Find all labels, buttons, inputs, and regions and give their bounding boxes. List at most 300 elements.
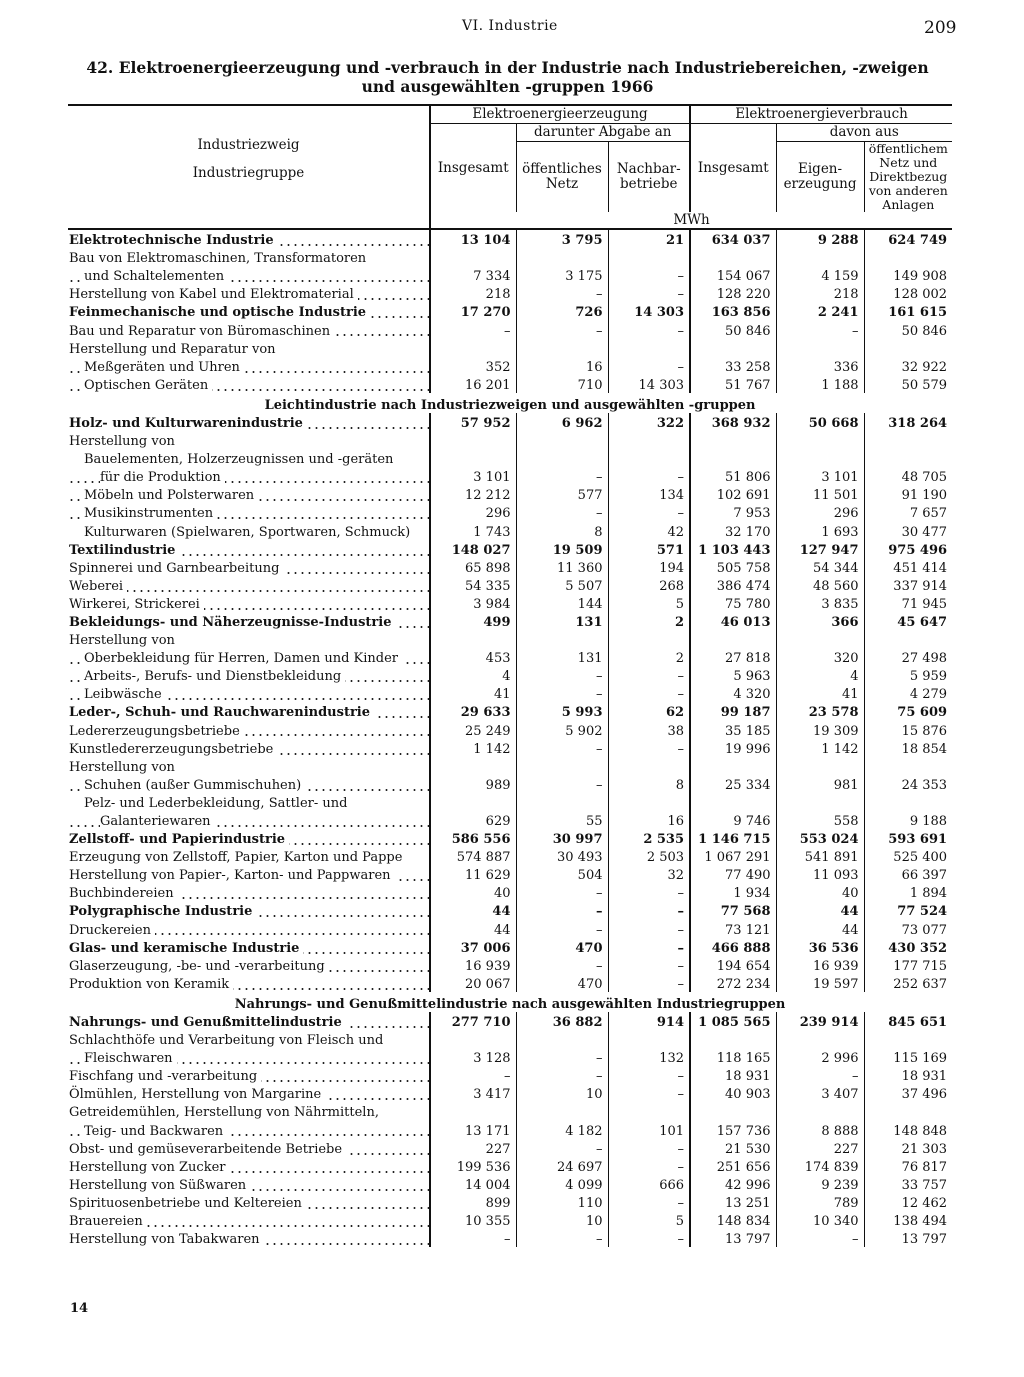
value-cell: 33 757 bbox=[864, 1175, 952, 1193]
value-cell: 586 556 bbox=[430, 829, 516, 847]
value-cell: – bbox=[608, 901, 690, 919]
value-cell: 571 bbox=[608, 540, 690, 558]
table-row bbox=[68, 1193, 952, 1211]
value-cell: 5 902 bbox=[516, 720, 608, 738]
value-cell: 14 004 bbox=[430, 1175, 516, 1193]
table-row bbox=[68, 648, 952, 666]
row-label bbox=[68, 1048, 430, 1066]
value-cell: 194 bbox=[608, 558, 690, 576]
row-label-text: Glas- und keramische Industrie bbox=[69, 941, 303, 956]
value-cell: 54 344 bbox=[776, 558, 864, 576]
value-cell: 30 493 bbox=[516, 847, 608, 865]
value-cell bbox=[690, 431, 776, 449]
value-cell: – bbox=[776, 1066, 864, 1084]
value-cell: 624 749 bbox=[864, 229, 952, 248]
row-label-text: Buchbindereien bbox=[69, 886, 178, 901]
table-row bbox=[68, 229, 952, 248]
value-cell bbox=[690, 630, 776, 648]
row-label bbox=[68, 1175, 430, 1193]
value-cell: – bbox=[608, 956, 690, 974]
value-cell bbox=[776, 757, 864, 775]
table-row bbox=[68, 521, 952, 539]
value-cell: 16 bbox=[608, 811, 690, 829]
value-cell bbox=[776, 339, 864, 357]
erzeugung-header: Elektroenergieerzeugung bbox=[430, 105, 690, 124]
value-cell: – bbox=[608, 1229, 690, 1247]
page-number: 209 bbox=[924, 18, 957, 38]
value-cell: 789 bbox=[776, 1193, 864, 1211]
value-cell bbox=[690, 793, 776, 811]
row-label-text: Kulturwaren (Spielwaren, Sportwaren, Schmuck) bbox=[84, 525, 414, 540]
value-cell bbox=[776, 1030, 864, 1048]
value-cell: 21 530 bbox=[690, 1139, 776, 1157]
value-cell bbox=[864, 449, 952, 467]
value-cell: 29 633 bbox=[430, 702, 516, 720]
value-cell: 277 710 bbox=[430, 1012, 516, 1030]
value-cell: 10 340 bbox=[776, 1211, 864, 1229]
value-cell: 14 303 bbox=[608, 302, 690, 320]
row-label-text: Herstellung von bbox=[69, 760, 179, 775]
value-cell: 23 578 bbox=[776, 702, 864, 720]
value-cell: 3 128 bbox=[430, 1048, 516, 1066]
value-cell bbox=[776, 248, 864, 266]
section-title: VI. Industrie bbox=[462, 18, 558, 34]
value-cell: 46 013 bbox=[690, 612, 776, 630]
value-cell: 466 888 bbox=[690, 938, 776, 956]
value-cell: 19 597 bbox=[776, 974, 864, 992]
value-cell: 1 103 443 bbox=[690, 540, 776, 558]
value-cell bbox=[516, 248, 608, 266]
value-cell: 32 bbox=[608, 865, 690, 883]
verbrauch-header: Elektroenergieverbrauch bbox=[690, 105, 952, 124]
row-label bbox=[68, 919, 430, 937]
value-cell: 50 846 bbox=[864, 320, 952, 338]
value-cell: 21 bbox=[608, 229, 690, 248]
table-row bbox=[68, 684, 952, 702]
value-cell bbox=[864, 1102, 952, 1120]
table-row bbox=[68, 1030, 952, 1048]
row-label bbox=[68, 684, 430, 702]
value-cell: – bbox=[516, 284, 608, 302]
value-cell bbox=[430, 248, 516, 266]
value-cell: 44 bbox=[430, 919, 516, 937]
value-cell: 131 bbox=[516, 648, 608, 666]
value-cell: 13 251 bbox=[690, 1193, 776, 1211]
table-header bbox=[68, 105, 952, 229]
darunter-header: darunter Abgabe an bbox=[516, 124, 690, 142]
value-cell: – bbox=[516, 883, 608, 901]
value-cell: 16 201 bbox=[430, 375, 516, 393]
value-cell: 18 931 bbox=[690, 1066, 776, 1084]
value-cell: 102 691 bbox=[690, 485, 776, 503]
value-cell: 8 bbox=[516, 521, 608, 539]
value-cell: 4 bbox=[776, 666, 864, 684]
value-cell: 18 931 bbox=[864, 1066, 952, 1084]
value-cell: 27 818 bbox=[690, 648, 776, 666]
row-label-text: Ölmühlen, Herstellung von Margarine bbox=[69, 1087, 325, 1102]
value-cell: 101 bbox=[608, 1120, 690, 1138]
table-row bbox=[68, 339, 952, 357]
value-cell: 41 bbox=[776, 684, 864, 702]
value-cell: – bbox=[608, 357, 690, 375]
value-cell: 9 188 bbox=[864, 811, 952, 829]
value-cell: 7 334 bbox=[430, 266, 516, 284]
value-cell: – bbox=[608, 1139, 690, 1157]
table-row bbox=[68, 847, 952, 865]
row-label-text: Arbeits-, Berufs- und Dienstbekleidung bbox=[84, 669, 345, 684]
value-cell: 161 615 bbox=[864, 302, 952, 320]
table-row bbox=[68, 938, 952, 956]
row-label bbox=[68, 666, 430, 684]
value-cell: 577 bbox=[516, 485, 608, 503]
value-cell: 41 bbox=[430, 684, 516, 702]
value-cell bbox=[690, 339, 776, 357]
value-cell: 51 767 bbox=[690, 375, 776, 393]
table-row bbox=[68, 865, 952, 883]
value-cell: 470 bbox=[516, 938, 608, 956]
row-label-text: Teig- und Backwaren bbox=[84, 1124, 227, 1139]
value-cell: 115 169 bbox=[864, 1048, 952, 1066]
value-cell: 5 993 bbox=[516, 702, 608, 720]
value-cell bbox=[608, 339, 690, 357]
value-cell bbox=[516, 449, 608, 467]
row-label bbox=[68, 558, 430, 576]
value-cell: 227 bbox=[776, 1139, 864, 1157]
value-cell: 430 352 bbox=[864, 938, 952, 956]
table-row bbox=[68, 974, 952, 992]
row-label-text: Herstellung von Süßwaren bbox=[69, 1178, 250, 1193]
row-label bbox=[68, 612, 430, 630]
value-cell: 525 400 bbox=[864, 847, 952, 865]
value-cell: – bbox=[516, 739, 608, 757]
table-title: 42. Elektroenergieerzeugung und -verbrauch in der Industrie nach Industriebereichen, -zweigen und ausgewählten -gruppen 1966 bbox=[86, 58, 929, 96]
row-label-text: Herstellung von Zucker bbox=[69, 1160, 230, 1175]
table-row bbox=[68, 302, 952, 320]
value-cell: 2 535 bbox=[608, 829, 690, 847]
table-row bbox=[68, 811, 952, 829]
table-row bbox=[68, 1157, 952, 1175]
value-cell: – bbox=[608, 666, 690, 684]
value-cell: 337 914 bbox=[864, 576, 952, 594]
value-cell: 16 bbox=[516, 357, 608, 375]
table-row bbox=[68, 413, 952, 431]
value-cell: 44 bbox=[776, 901, 864, 919]
value-cell: 37 496 bbox=[864, 1084, 952, 1102]
row-label bbox=[68, 702, 430, 720]
value-cell: 25 249 bbox=[430, 720, 516, 738]
value-cell: 66 397 bbox=[864, 865, 952, 883]
row-label bbox=[68, 284, 430, 302]
value-cell: 71 945 bbox=[864, 594, 952, 612]
value-cell: 154 067 bbox=[690, 266, 776, 284]
value-cell: 177 715 bbox=[864, 956, 952, 974]
value-cell: 296 bbox=[776, 503, 864, 521]
table-row bbox=[68, 503, 952, 521]
value-cell: 629 bbox=[430, 811, 516, 829]
row-label bbox=[68, 413, 430, 431]
value-cell bbox=[864, 431, 952, 449]
value-cell: 40 903 bbox=[690, 1084, 776, 1102]
value-cell: 138 494 bbox=[864, 1211, 952, 1229]
value-cell: 386 474 bbox=[690, 576, 776, 594]
value-cell: 4 099 bbox=[516, 1175, 608, 1193]
row-label bbox=[68, 375, 430, 393]
row-label-text: Textilindustrie bbox=[69, 543, 179, 558]
value-cell: – bbox=[516, 1139, 608, 1157]
value-cell bbox=[430, 757, 516, 775]
value-cell: – bbox=[608, 739, 690, 757]
value-cell bbox=[430, 793, 516, 811]
table-row bbox=[68, 431, 952, 449]
value-cell: 24 353 bbox=[864, 775, 952, 793]
row-label bbox=[68, 648, 430, 666]
value-cell: 726 bbox=[516, 302, 608, 320]
value-cell: 25 334 bbox=[690, 775, 776, 793]
row-label bbox=[68, 720, 430, 738]
table-row bbox=[68, 1120, 952, 1138]
row-label-text: Holz- und Kulturwarenindustrie bbox=[69, 416, 307, 431]
value-cell: 33 258 bbox=[690, 357, 776, 375]
value-cell: 272 234 bbox=[690, 974, 776, 992]
row-label bbox=[68, 320, 430, 338]
row-label bbox=[68, 248, 430, 266]
row-label bbox=[68, 883, 430, 901]
table-row bbox=[68, 248, 952, 266]
value-cell: 899 bbox=[430, 1193, 516, 1211]
value-cell: 914 bbox=[608, 1012, 690, 1030]
table-row bbox=[68, 1066, 952, 1084]
value-cell: 3 407 bbox=[776, 1084, 864, 1102]
value-cell bbox=[516, 431, 608, 449]
row-label-text: Kunstledererzeugungsbetriebe bbox=[69, 742, 277, 757]
value-cell: – bbox=[516, 919, 608, 937]
row-label-text: Galanteriewaren bbox=[100, 814, 215, 829]
value-cell bbox=[430, 431, 516, 449]
row-label bbox=[68, 1193, 430, 1211]
table-row bbox=[68, 775, 952, 793]
value-cell: 6 962 bbox=[516, 413, 608, 431]
section-heading-label: Leichtindustrie nach Industriezweigen und ausgewählten -gruppen bbox=[264, 397, 756, 413]
row-label bbox=[68, 467, 430, 485]
value-cell: – bbox=[516, 684, 608, 702]
value-cell: 51 806 bbox=[690, 467, 776, 485]
value-cell: – bbox=[430, 1066, 516, 1084]
value-cell: 558 bbox=[776, 811, 864, 829]
value-cell: 44 bbox=[776, 919, 864, 937]
value-cell: 21 303 bbox=[864, 1139, 952, 1157]
value-cell: 593 691 bbox=[864, 829, 952, 847]
value-cell: 504 bbox=[516, 865, 608, 883]
value-cell: 296 bbox=[430, 503, 516, 521]
value-cell: 2 bbox=[608, 612, 690, 630]
row-label-text: Produktion von Keramik bbox=[69, 977, 233, 992]
value-cell: – bbox=[608, 266, 690, 284]
value-cell: 1 142 bbox=[776, 739, 864, 757]
value-cell: 5 963 bbox=[690, 666, 776, 684]
row-label bbox=[68, 901, 430, 919]
value-cell: – bbox=[608, 1193, 690, 1211]
value-cell: 2 241 bbox=[776, 302, 864, 320]
value-cell: – bbox=[516, 666, 608, 684]
row-label bbox=[68, 757, 430, 775]
value-cell: 30 477 bbox=[864, 521, 952, 539]
value-cell: 252 637 bbox=[864, 974, 952, 992]
value-cell: 13 797 bbox=[864, 1229, 952, 1247]
row-label-text: Schlachthöfe und Verarbeitung von Fleisch und bbox=[69, 1033, 387, 1048]
value-cell bbox=[430, 1102, 516, 1120]
table-row bbox=[68, 1175, 952, 1193]
row-label bbox=[68, 540, 430, 558]
value-cell: 77 568 bbox=[690, 901, 776, 919]
row-label bbox=[68, 229, 430, 248]
value-cell bbox=[776, 449, 864, 467]
col-insgesamt-verbrauch: Insgesamt bbox=[690, 124, 776, 213]
value-cell bbox=[608, 248, 690, 266]
value-cell: 35 185 bbox=[690, 720, 776, 738]
value-cell bbox=[864, 630, 952, 648]
value-cell bbox=[690, 449, 776, 467]
value-cell: – bbox=[516, 503, 608, 521]
value-cell: 65 898 bbox=[430, 558, 516, 576]
value-cell: 1 934 bbox=[690, 883, 776, 901]
value-cell: 3 417 bbox=[430, 1084, 516, 1102]
value-cell: 110 bbox=[516, 1193, 608, 1211]
value-cell: 4 bbox=[430, 666, 516, 684]
row-label bbox=[68, 503, 430, 521]
value-cell: 499 bbox=[430, 612, 516, 630]
row-label bbox=[68, 266, 430, 284]
row-label bbox=[68, 576, 430, 594]
value-cell: 77 490 bbox=[690, 865, 776, 883]
table-body bbox=[68, 229, 952, 1247]
row-label bbox=[68, 449, 430, 467]
value-cell: 1 067 291 bbox=[690, 847, 776, 865]
value-cell: 99 187 bbox=[690, 702, 776, 720]
table-row bbox=[68, 829, 952, 847]
row-label-text: Bau und Reparatur von Büromaschinen bbox=[69, 324, 334, 339]
value-cell: – bbox=[430, 1229, 516, 1247]
table-row bbox=[68, 284, 952, 302]
value-cell bbox=[864, 248, 952, 266]
row-label-text: Wirkerei, Strickerei bbox=[69, 597, 204, 612]
value-cell bbox=[430, 449, 516, 467]
value-cell: 574 887 bbox=[430, 847, 516, 865]
value-cell bbox=[430, 630, 516, 648]
value-cell: 174 839 bbox=[776, 1157, 864, 1175]
row-label-text: Obst- und gemüseverarbeitende Betriebe bbox=[69, 1142, 346, 1157]
row-label-text: Nahrungs- und Genußmittelindustrie bbox=[69, 1015, 346, 1030]
value-cell: 9 239 bbox=[776, 1175, 864, 1193]
value-cell: 40 bbox=[776, 883, 864, 901]
value-cell: 15 876 bbox=[864, 720, 952, 738]
value-cell: 13 104 bbox=[430, 229, 516, 248]
value-cell: 3 101 bbox=[776, 467, 864, 485]
running-header bbox=[0, 18, 1024, 40]
row-label bbox=[68, 1030, 430, 1048]
value-cell: 148 848 bbox=[864, 1120, 952, 1138]
value-cell: 14 303 bbox=[608, 375, 690, 393]
row-label bbox=[68, 1157, 430, 1175]
value-cell: 318 264 bbox=[864, 413, 952, 431]
value-cell: – bbox=[516, 1048, 608, 1066]
value-cell: 148 027 bbox=[430, 540, 516, 558]
value-cell: 44 bbox=[430, 901, 516, 919]
value-cell: 710 bbox=[516, 375, 608, 393]
value-cell: 37 006 bbox=[430, 938, 516, 956]
value-cell bbox=[608, 1102, 690, 1120]
table-row bbox=[68, 612, 952, 630]
row-label-text: Herstellung von Tabakwaren bbox=[69, 1232, 264, 1247]
section-heading-label: Nahrungs- und Genußmittelindustrie nach ausgewählten Industriegruppen bbox=[234, 996, 786, 1012]
value-cell: 54 335 bbox=[430, 576, 516, 594]
table-row bbox=[68, 666, 952, 684]
value-cell: – bbox=[608, 503, 690, 521]
value-cell bbox=[776, 630, 864, 648]
value-cell: – bbox=[516, 901, 608, 919]
table-row bbox=[68, 357, 952, 375]
value-cell: 268 bbox=[608, 576, 690, 594]
value-cell: – bbox=[776, 1229, 864, 1247]
value-cell: – bbox=[608, 938, 690, 956]
value-cell: 55 bbox=[516, 811, 608, 829]
value-cell: 11 360 bbox=[516, 558, 608, 576]
value-cell bbox=[608, 449, 690, 467]
row-label bbox=[68, 485, 430, 503]
row-label-text: Weberei bbox=[69, 579, 127, 594]
row-label bbox=[68, 739, 430, 757]
value-cell: 12 462 bbox=[864, 1193, 952, 1211]
row-label-text: Optischen Geräten bbox=[84, 378, 212, 393]
row-label-text: Schuhen (außer Gummischuhen) bbox=[84, 778, 305, 793]
value-cell: 131 bbox=[516, 612, 608, 630]
row-label bbox=[68, 956, 430, 974]
value-cell: 48 560 bbox=[776, 576, 864, 594]
value-cell: 4 320 bbox=[690, 684, 776, 702]
davon-header: davon aus bbox=[776, 124, 952, 142]
row-label-text: Feinmechanische und optische Industrie bbox=[69, 305, 370, 320]
value-cell: 48 705 bbox=[864, 467, 952, 485]
value-cell: 38 bbox=[608, 720, 690, 738]
row-label bbox=[68, 865, 430, 883]
value-cell: 10 bbox=[516, 1084, 608, 1102]
value-cell: – bbox=[608, 919, 690, 937]
row-label bbox=[68, 302, 430, 320]
col-direktbezug: öffentlichem Netz und Direktbezug von anderen Anlagen bbox=[864, 142, 952, 213]
table-row bbox=[68, 720, 952, 738]
value-cell: – bbox=[516, 956, 608, 974]
value-cell: 239 914 bbox=[776, 1012, 864, 1030]
table-row bbox=[68, 757, 952, 775]
value-cell: 352 bbox=[430, 357, 516, 375]
row-label-text: Bekleidungs- und Näherzeugnisse-Industrie bbox=[69, 615, 395, 630]
table-row bbox=[68, 1102, 952, 1120]
value-cell: 13 797 bbox=[690, 1229, 776, 1247]
value-cell bbox=[430, 1030, 516, 1048]
table-row bbox=[68, 1012, 952, 1030]
value-cell: – bbox=[516, 1229, 608, 1247]
row-label-text: Musikinstrumenten bbox=[84, 506, 217, 521]
value-cell: 11 501 bbox=[776, 485, 864, 503]
value-cell: 8 bbox=[608, 775, 690, 793]
value-cell: 1 085 565 bbox=[690, 1012, 776, 1030]
row-label bbox=[68, 775, 430, 793]
value-cell: 366 bbox=[776, 612, 864, 630]
value-cell: – bbox=[608, 467, 690, 485]
value-cell: 5 bbox=[608, 594, 690, 612]
value-cell: 320 bbox=[776, 648, 864, 666]
value-cell: 666 bbox=[608, 1175, 690, 1193]
value-cell bbox=[864, 339, 952, 357]
